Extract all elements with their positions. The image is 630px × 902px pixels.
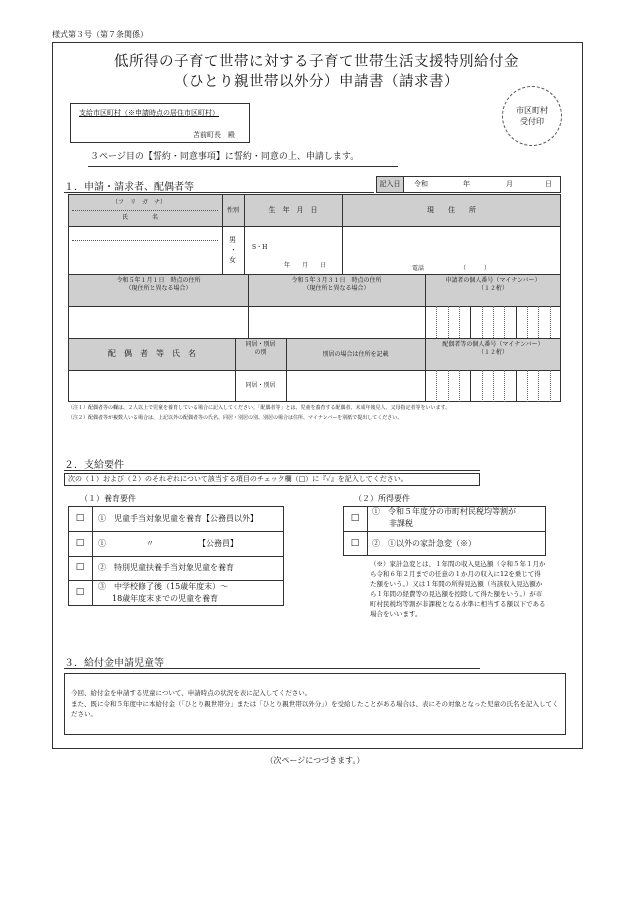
jan1-line1: 令和５年１月１日 時点の住所 — [116, 277, 201, 284]
spouse-mynumber-digit-cells[interactable] — [425, 370, 561, 402]
section3-text1: 今回、給付金を申請する児童について、申請時点の状況を表に記入してください。 — [71, 689, 312, 697]
digit-divider — [470, 370, 471, 402]
cohabit-label — [235, 341, 286, 356]
birthdate-label: 生 年 月 日 — [268, 205, 318, 214]
section1-heading: １．申請・請求者、配偶者等 — [64, 182, 194, 193]
separate-address-label: 別居の場合は住所を記載 — [322, 350, 389, 358]
mynumber-digit-cells[interactable] — [425, 306, 561, 338]
mynumber-line1: 申請者の個人番号（マイナンバー） — [445, 277, 541, 284]
section2-instruction: 次の（１）および（２）のそれぞれについて該当する項目のチェック欄（□）に『✓』を記入してください。 — [64, 473, 480, 486]
child-item-4-line2: 18歳年度末までの児童を養育 — [112, 594, 219, 603]
digit-divider — [448, 306, 449, 338]
furigana-label: （フ リ ガ ナ） — [112, 199, 167, 206]
cohabit-line1: 同居・別居 — [245, 341, 276, 348]
child-check-3[interactable]: □ — [75, 562, 85, 573]
income-item-1-line2: 非課税 — [389, 519, 413, 528]
cohabit-value[interactable]: 同居・別居 — [245, 382, 276, 390]
form-number: 様式第３号（第７条関係） — [52, 30, 148, 39]
spouse-name-label: 配 偶 者 等 氏 名 — [108, 349, 196, 359]
digit-divider — [550, 306, 551, 338]
section3-text2: また、既に令和５年度中に本給付金（「ひとり親世帯分」または「ひとり親世帯以外分」）を受給したことがある場合は、表にその対象となった児童の氏名を記入してください。 — [71, 700, 559, 719]
birth-era: S・H — [252, 244, 268, 251]
child-check-2[interactable]: □ — [75, 537, 85, 548]
income-check-1[interactable]: □ — [350, 512, 360, 523]
income-item-2: ② ①以外の家計急変（※） — [372, 539, 476, 548]
digit-divider — [493, 306, 494, 338]
addressee-box — [70, 103, 250, 143]
child-item-3: ② 特別児童扶養手当対象児童を養育 — [98, 563, 234, 572]
income-item-1: ① 令和５年度分の市町村民税均等割が — [372, 507, 516, 516]
entry-era: 令和 — [414, 180, 428, 188]
child-item-4: ③ 中学校修了後（15歳年度末）～ — [98, 582, 229, 591]
note1: （注１）配偶者等の欄は、２人以上で児童を養育している場合に記入してください。「配偶者等」とは、児童を養育する配偶者、未成年後見人、父母指定者等をいいます。 — [68, 405, 451, 411]
gender-dot: ・ — [230, 246, 237, 254]
digit-divider — [493, 370, 494, 402]
digit-divider — [470, 306, 471, 338]
gender-label: 性別 — [226, 206, 239, 214]
income-check-2[interactable]: □ — [350, 537, 360, 548]
jan1-line2: （現住所と異なる場合） — [125, 284, 192, 292]
entry-year: 年 — [463, 180, 470, 188]
digit-divider — [527, 306, 528, 338]
gender-female: 女 — [229, 256, 236, 264]
mar31-line1: 令和５年３月３１日 時点の住所 — [291, 277, 382, 284]
section2-heading: ２．支給要件 — [64, 460, 124, 471]
spouse-mynumber-label — [425, 341, 561, 356]
digit-divider — [504, 306, 505, 338]
digit-divider — [504, 370, 505, 402]
digit-divider — [459, 306, 460, 338]
mar31-address-label — [248, 277, 425, 292]
spouse-mynumber-line2: （１２桁） — [477, 348, 508, 356]
digit-divider — [538, 306, 539, 338]
child-requirement-title: （１）養育要件 — [80, 494, 136, 503]
note2: （注２）配偶者等が複数人いる場合は、上記以外の配偶者等の氏名、同居・別居の別、別居の場合は住所、マイナンバーを別紙で提出してください。 — [68, 415, 403, 421]
digit-divider — [459, 370, 460, 402]
mar31-line2: （現住所と異なる場合） — [303, 284, 370, 292]
stamp-line1: 市区町村 — [516, 106, 548, 115]
mynumber-line2: （１２桁） — [477, 284, 508, 292]
child-check-1[interactable]: □ — [75, 512, 85, 523]
section3-heading: ３．給付金申請児童等 — [64, 658, 164, 669]
phone-paren: （ ） — [460, 265, 491, 272]
section3-box — [64, 673, 566, 735]
reception-stamp — [502, 86, 562, 146]
digit-divider — [482, 370, 483, 402]
digit-divider — [538, 370, 539, 402]
jan1-address-label — [69, 277, 248, 292]
digit-divider — [516, 370, 517, 402]
digit-divider — [436, 306, 437, 338]
entry-date-label: 記入日 — [376, 176, 404, 193]
entry-day: 日 — [545, 180, 552, 188]
child-check-4[interactable]: □ — [75, 587, 85, 598]
addressee-label: 支給市区町村（※申請時点の居住市区町村） — [79, 109, 219, 117]
name-label: 氏 名 — [122, 214, 159, 221]
digit-divider — [482, 306, 483, 338]
digit-divider — [527, 370, 528, 402]
digit-divider — [448, 370, 449, 402]
page-title: 低所得の子育て世帯に対する子育て世帯生活支援特別給付金 — [114, 54, 519, 70]
child-item-2: ① 〃 【公務員】 — [98, 539, 238, 548]
address-label: 現 住 所 — [427, 205, 476, 214]
digit-divider — [550, 370, 551, 402]
digit-divider — [436, 370, 437, 402]
cohabit-line2: の別 — [254, 348, 267, 356]
spouse-mynumber-line1: 配偶者等の個人番号（マイナンバー） — [442, 341, 544, 348]
child-item-1: ① 児童手当対象児童を養育【公務員以外】 — [98, 514, 258, 523]
page-subtitle: （ひとり親世帯以外分）申請書（請求書） — [174, 74, 459, 90]
income-requirement-title: （２）所得要件 — [354, 494, 410, 503]
income-note: （※）家計急変とは、１年間の収入見込額（令和５年１月から令和６年２月までの任意の１か月の収入に12を乗じて得た額をいう。）又は１年間の所得見込額（当該収入見込額から１年間の経費等の見込額を控除して得た額をいう。）が市町村民税均等割が非課税となる水準に相当する額以下である場合をいいます。 — [370, 560, 546, 619]
footer-continue: （次ページにつづきます。） — [265, 756, 365, 765]
addressee-recipient: 苫前町長 殿 — [193, 131, 235, 139]
phone-label: 電話 — [412, 265, 425, 272]
intro-text: ３ページ目の【誓約・同意事項】に誓約・同意の上、申請します。 — [90, 152, 360, 162]
stamp-line2: 受付印 — [520, 117, 544, 126]
mynumber-label — [425, 277, 561, 292]
gender-male: 男 — [229, 236, 236, 244]
digit-divider — [516, 306, 517, 338]
entry-month: 月 — [506, 180, 513, 188]
birth-ymd: 年 月 日 — [284, 262, 327, 269]
